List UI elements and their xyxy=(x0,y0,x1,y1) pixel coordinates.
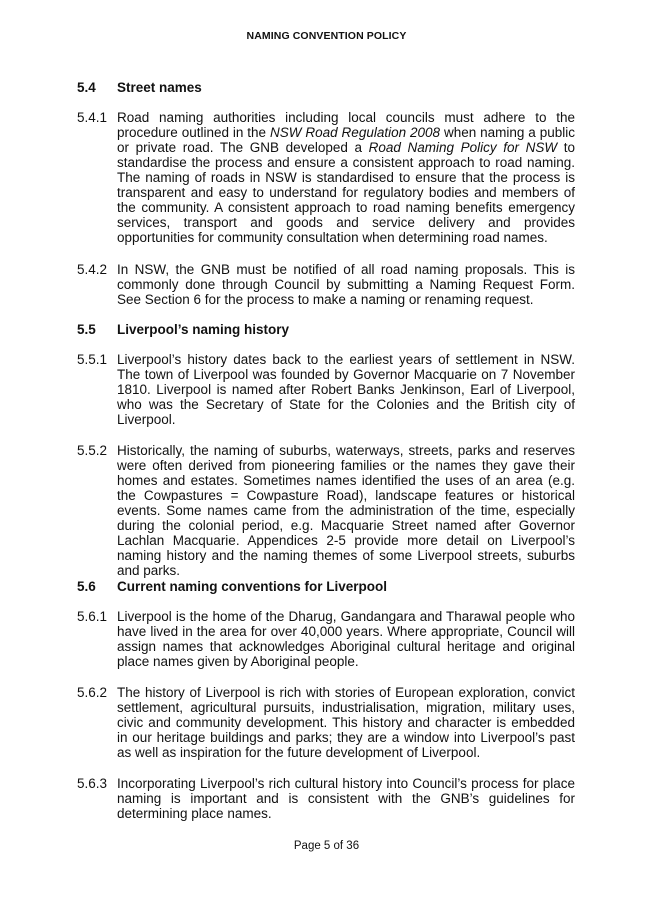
text-run: when naming a public or private road. The GNB developed a xyxy=(117,125,575,155)
section-heading-5-6 xyxy=(77,579,387,594)
paragraph-text: Liverpool’s history dates back to the earliest years of settlement in NSW. The town of Liverpool was founded by Governor Macquarie on 7 November 1810. Liverpool is named after Robert Banks Jenkinson, Earl of Liverpool, who was the Secretary of State for the Colonies and the British city of Liverpool. xyxy=(117,352,575,427)
paragraph-number: 5.5.1 xyxy=(77,352,108,367)
paragraph-number: 5.6.2 xyxy=(77,685,108,700)
paragraph-number: 5.4.2 xyxy=(77,262,108,277)
paragraph-number: 5.6.1 xyxy=(77,609,108,624)
section-number: 5.5 xyxy=(77,322,96,337)
section-heading-5-4 xyxy=(77,80,202,95)
paragraph-5-6-2 xyxy=(77,685,575,760)
section-number: 5.6 xyxy=(77,579,96,594)
paragraph-5-4-2 xyxy=(77,262,575,307)
section-title: Street names xyxy=(117,80,202,95)
regulation-title: NSW Road Regulation 2008 xyxy=(269,125,441,140)
section-number: 5.4 xyxy=(77,80,96,95)
paragraph-5-6-1 xyxy=(77,609,575,669)
paragraph-5-6-3 xyxy=(77,776,575,821)
paragraph-text: The history of Liverpool is rich with stories of European exploration, convict settlement, agricultural pursuits, industrialisation, migration, military uses, civic and community development. This history and character is embedded in our heritage buildings and parks; they are a window into Liverpool’s past as well as inspiration for the future development of Liverpool. xyxy=(117,685,575,760)
page-header: NAMING CONVENTION POLICY xyxy=(246,30,407,42)
section-title: Current naming conventions for Liverpool xyxy=(117,579,388,594)
section-title: Liverpool’s naming history xyxy=(117,322,290,337)
text-run: to standardise the process and ensure a consistent approach to road naming. The naming of roads in NSW is standardised to ensure that the process is transparent and easy to understand for regulatory bodies and members of the community. A consistent approach to road naming benefits emergency services, transport and goods and service delivery and provides opportunities for community consultation when determining road names. xyxy=(117,140,575,245)
paragraph-5-5-2 xyxy=(77,443,575,578)
paragraph-text: In NSW, the GNB must be notified of all road naming proposals. This is commonly done through Council by submitting a Naming Request Form. See Section 6 for the process to make a naming or renaming request. xyxy=(117,262,575,307)
policy-title: Road Naming Policy for NSW xyxy=(368,140,558,155)
paragraph-number: 5.6.3 xyxy=(77,776,108,791)
paragraph-number: 5.4.1 xyxy=(77,110,108,125)
text-run: Road naming authorities including local councils must adhere to the procedure outlined in the xyxy=(117,110,575,140)
paragraph-5-4-1 xyxy=(77,110,575,245)
page-number: Page 5 of 36 xyxy=(293,840,360,852)
paragraph-5-5-1 xyxy=(77,352,575,427)
paragraph-text: Incorporating Liverpool’s rich cultural history into Council’s process for place naming is important and is consistent with the GNB’s guidelines for determining place names. xyxy=(117,776,575,821)
section-heading-5-5 xyxy=(77,322,289,337)
paragraph-text xyxy=(117,110,575,245)
paragraph-number: 5.5.2 xyxy=(77,443,108,458)
paragraph-text: Liverpool is the home of the Dharug, Gandangara and Tharawal people who have lived in the area for over 40,000 years. Where appropriate, Council will assign names that acknowledges Aboriginal cultural heritage and original place names given by Aboriginal people. xyxy=(117,609,575,669)
paragraph-text: Historically, the naming of suburbs, waterways, streets, parks and reserves were often derived from pioneering families or the names they gave their homes and estates. Sometimes names identified the uses of an area (e.g. the Cowpastures = Cowpasture Road), landscape features or historical events. Some names came from the administration of the time, especially during the colonial period, e.g. Macquarie Street named after Governor Lachlan Macquarie. Appendices 2-5 provide more detail on Liverpool’s naming history and the naming themes of some Liverpool streets, suburbs and parks. xyxy=(117,443,575,578)
